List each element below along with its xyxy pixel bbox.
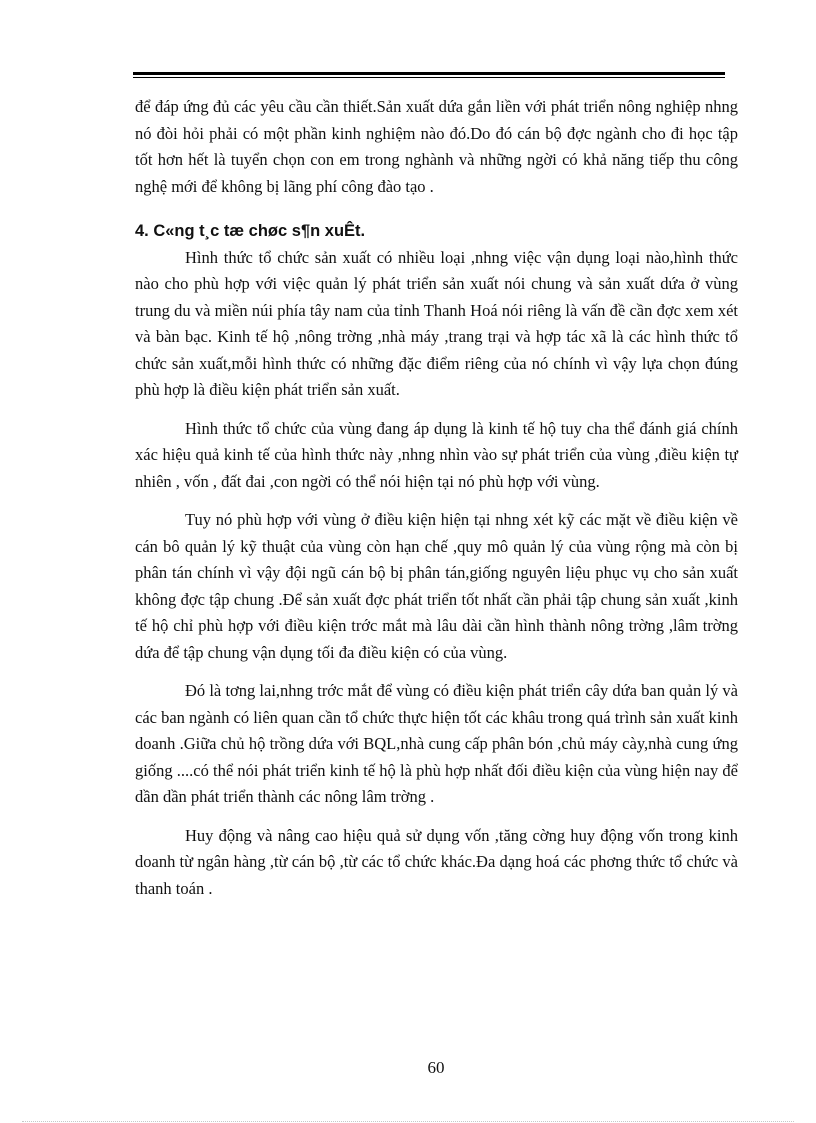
paragraph-2: Hình thức tổ chức của vùng đang áp dụng là kinh tế hộ tuy cha thể đánh giá chính xác hiệu quả kinh tế của hình thức này ,nhng nhìn vào sự phát triển của vùng ,điều kiện tự nhiên , vốn , đất đai ,con ngời có thể nói hiện tại nó phù hợp với vùng.	[135, 418, 738, 491]
paragraph-4: Đó là tơng lai,nhng trớc mắt để vùng có điều kiện phát triển cây dứa ban quản lý và các ban ngành có liên quan cần tổ chức thực hiện tốt các khâu trong quá trình sản xuất kinh doanh .Giữa chủ hộ trồng dứa với BQL,nhà cung cấp phân bón ,chủ máy cày,nhà cung ứng giống ....có thể nói phát triển kinh tế hộ là phù hợp nhất đối điều kiện của vùng hiện nay để dần dần phát triển thành các nông lâm trờng .	[135, 681, 738, 806]
page-number: 60	[427, 1058, 445, 1077]
paragraph-continued: để đáp ứng đủ các yêu cầu cần thiết.Sản xuất dứa gắn liền với phát triển nông nghiệp nhng nó đòi hỏi phải có một phần kinh nghiệm nào đó.Do đó cán bộ đợc ngành cho đi học tập tốt hơn hết là tuyển chọn con em trong nghành và những ngời có khả năng tiếp thu công nghệ mới để không bị lãng phí công đào tạo .	[135, 97, 738, 196]
section-heading: 4. C«ng t¸c tæ chøc s¶n xuÊt.	[135, 222, 366, 240]
paragraph-1: Hình thức tổ chức sản xuất có nhiều loại ,nhng việc vận dụng loại nào,hình thức nào cho phù hợp với việc quản lý phát triển sản xuất nói chung và sản xuất dứa ở vùng trung du và miền núi phía tây nam của tỉnh Thanh Hoá nói riêng là vấn đề cần đợc xem xét và bàn bạc. Kinh tế hộ ,nông trờng ,nhà máy ,trang trại và hợp tác xã là các hình thức tổ chức sản xuất,mỗi hình thức có những đặc điểm riêng của nó chính vì vậy lựa chọn đúng phù hợp là điều kiện phát triển sản xuất.	[135, 247, 738, 399]
header-rule-thin	[133, 77, 725, 78]
document-body	[135, 94, 738, 902]
header-rule-thick	[133, 72, 725, 75]
paragraph-5: Huy động và nâng cao hiệu quả sử dụng vốn ,tăng cờng huy động vốn trong kinh doanh từ ngân hàng ,từ cán bộ ,từ các tổ chức khác.Đa dạng hoá các phơng thức tổ chức và thanh toán .	[135, 825, 738, 898]
paragraph-3: Tuy nó phù hợp với vùng ở điều kiện hiện tại nhng xét kỹ các mặt về điều kiện về cán bô quản lý kỹ thuật của vùng còn hạn chế ,quy mô quản lý của vùng rộng mà còn bị phân tán chính vì vậy đội ngũ cán bộ bị phân tán,giống nguyên liệu phục vụ cho sản xuất không đợc tập chung .Để sản xuất đợc phát triển tốt nhất cần phải tập chung sản xuất ,kinh tế hộ chỉ phù hợp với điều kiện trớc mắt mà lâu dài cần hình thành nông trờng ,lâm trờng dứa để tập chung vận dụng tối đa điều kiện có của vùng.	[135, 510, 738, 662]
page-bottom-border	[22, 1121, 794, 1122]
